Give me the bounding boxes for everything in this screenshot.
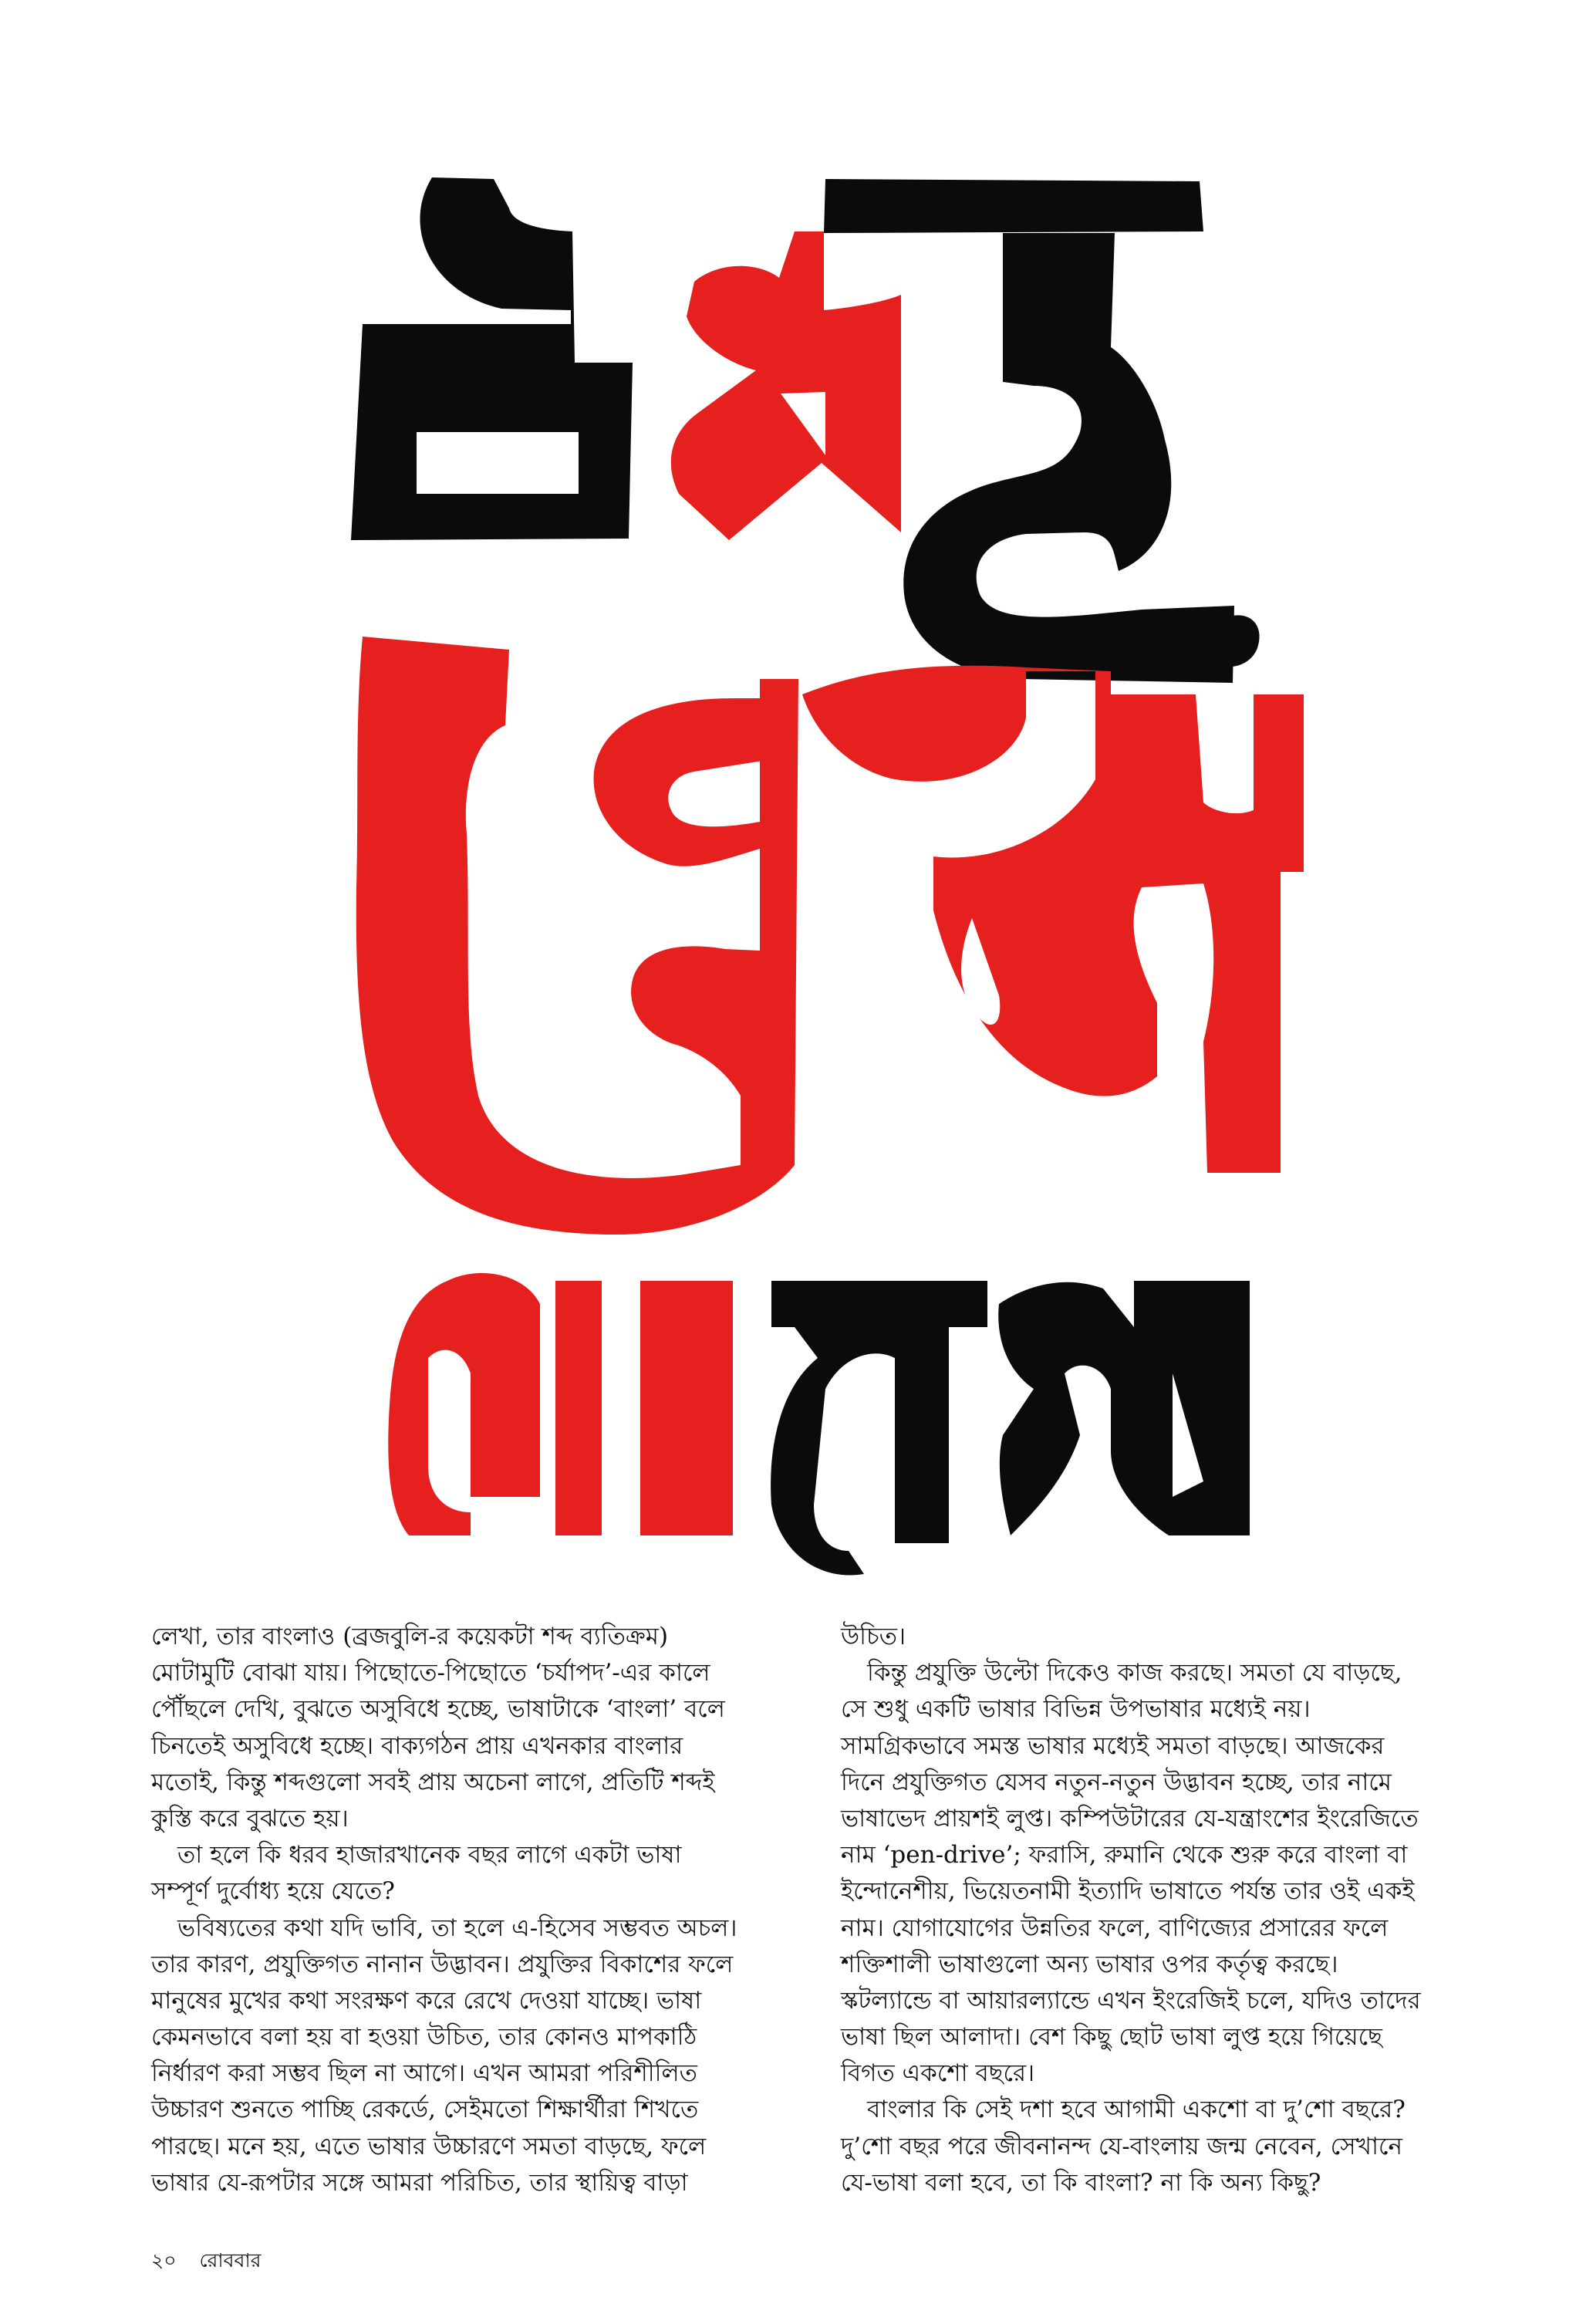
publication-name: রোববার <box>199 2249 262 2272</box>
body-text-line: ভাষা ছিল আলাদা। বেশ কিছু ছোট ভাষা লুপ্ত হয়ে গিয়েছে <box>841 2023 1382 2052</box>
body-text-line: মানুষের মুখের কথা সংরক্ষণ করে রেখে দেওয়া যাচ্ছে। ভাষা <box>151 1986 702 2015</box>
page-number: ২০ <box>151 2249 177 2272</box>
body-text-line: বাংলার কি সেই দশা হবে আগামী একশো বা দু’শো বছরে? <box>867 2096 1406 2124</box>
body-text-line: তার কারণ, প্রযুক্তিগত নানান উদ্ভাবন। প্রযুক্তির বিকাশের ফলে <box>151 1950 734 1978</box>
headline-glyph-be <box>998 1281 1250 1535</box>
headline-glyph-la <box>388 1273 733 1535</box>
body-text-line: স্কটল্যান্ডে বা আয়ারল্যান্ডে এখন ইংরেজিই চলে, যদিও তাদের <box>841 1986 1421 2015</box>
article-column-right <box>841 1619 1520 2201</box>
body-text-line: সম্পূর্ণ দুর্বোধ্য হয়ে যেতে? <box>151 1877 395 1906</box>
body-text-line: ভাষার যে-রূপটার সঙ্গে আমরা পরিচিত, তার স্থায়িত্ব বাড়া <box>151 2168 688 2197</box>
headline-glyph-e <box>351 177 633 540</box>
headline-glyph-he <box>356 637 798 1235</box>
body-text-line: বিগত একশো বছরে। <box>841 2059 1035 2088</box>
headline-glyph-ka <box>671 231 901 540</box>
body-text-line: মতোই, কিন্তু শব্দগুলো সবই প্রায় অচেনা লাগে, প্রতিটি শব্দই <box>151 1768 715 1796</box>
body-text-line: সামগ্রিকভাবে সমস্ত ভাষার মধ্যেই সমতা বাড়ছে। আজকের <box>841 1731 1385 1760</box>
body-text-line: উচ্চারণ শুনতে পাচ্ছি রেকর্ডে, সেইমতো শিক্ষার্থীরা শিখতে <box>151 2096 699 2124</box>
body-text-line: সে শুধু একটি ভাষার বিভিন্ন উপভাষার মধ্যেই নয়। <box>841 1695 1311 1724</box>
body-text-line: নাম ‘pen-drive’; ফরাসি, রুমানি থেকে শুরু করে বাংলা বা <box>841 1841 1408 1870</box>
body-text-line: যে-ভাষা বলা হবে, তা কি বাংলা? না কি অন্য কিছু? <box>841 2168 1321 2197</box>
headline-glyph-lpa <box>802 666 1304 1173</box>
body-text-line: পৌঁছলে দেখি, বুঝতে অসুবিধে হচ্ছে, ভাষাটাকে ‘বাংলা’ বলে <box>151 1695 725 1724</box>
body-text-line: ভাষাভেদ প্রায়শই লুপ্ত। কম্পিউটারের যে-যন্ত্রাংশের ইংরেজিতে <box>841 1804 1419 1833</box>
headline-glyph-ga <box>771 1281 987 1576</box>
body-text-line: নাম। যোগাযোগের উন্নতির ফলে, বাণিজ্যের প্রসারের ফলে <box>841 1914 1389 1942</box>
body-text-line: লেখা, তার বাংলাও (ব্রজবুলি-র কয়েকটা শব্দ ব্যতিক্রম) <box>151 1623 669 1650</box>
article-column-left <box>151 1619 830 2201</box>
body-text-line: শক্তিশালী ভাষাগুলো অন্য ভাষার ওপর কর্তৃত্ব করছে। <box>841 1950 1338 1978</box>
body-text-line: কুস্তি করে বুঝতে হয়। <box>151 1804 349 1833</box>
body-text-line: তা হলে কি ধরব হাজারখানেক বছর লাগে একটা ভাষা <box>177 1841 682 1870</box>
body-text-line: ভবিষ্যতের কথা যদি ভাবি, তা হলে এ-হিসেব সম্ভবত অচল। <box>177 1914 737 1942</box>
body-text-line: মোটামুটি বোঝা যায়। পিছোতে-পিছোতে ‘চর্যাপদ’-এর কালে <box>151 1659 710 1687</box>
body-text-line: উচিত। <box>841 1623 906 1650</box>
body-text-line: পারছে। মনে হয়, এতে ভাষার উচ্চারণে সমতা বাড়ছে, ফলে <box>151 2132 707 2160</box>
body-text-line: চিনতেই অসুবিধে হচ্ছে। বাক্যগঠন প্রায় এখনকার বাংলার <box>151 1731 683 1760</box>
page-folio <box>151 2245 278 2278</box>
body-text-line: কিন্তু প্রযুক্তি উল্টো দিকেও কাজ করছে। সমতা যে বাড়ছে, <box>867 1659 1402 1687</box>
body-text-line: দিনে প্রযুক্তিগত যেসব নতুন-নতুন উদ্ভাবন হচ্ছে, তার নামে <box>841 1768 1392 1796</box>
body-text-line: দু’শো বছর পরে জীবনানন্দ যে-বাংলায় জন্ম নেবেন, সেখানে <box>841 2132 1402 2160</box>
body-text-line: ইন্দোনেশীয়, ভিয়েতনামী ইত্যাদি ভাষাতে পর্যন্ত তার ওই একই <box>841 1877 1415 1906</box>
body-text-line: নির্ধারণ করা সম্ভব ছিল না আগে। এখন আমরা পরিশীলিত <box>151 2059 697 2088</box>
body-text-line: কেমনভাবে বলা হয় বা হওয়া উচিত, তার কোনও মাপকাঠি <box>151 2023 697 2052</box>
